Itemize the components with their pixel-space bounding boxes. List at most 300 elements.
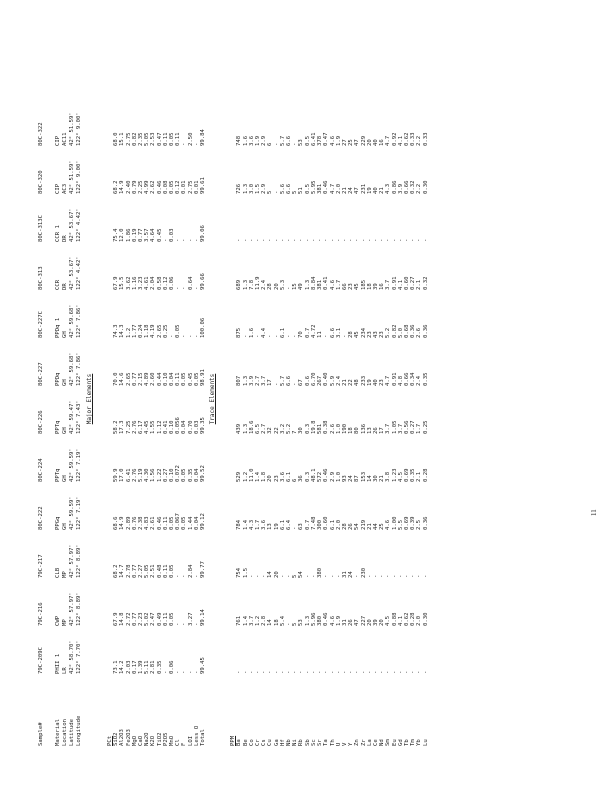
trace-row-label: Lu — [422, 739, 429, 746]
major-value-cell: 1.56 — [150, 468, 157, 482]
major-value-cell: 0.17 — [131, 660, 138, 674]
trace-value-cell: 0.33 — [422, 132, 429, 146]
major-value-cell: 4.19 — [150, 324, 157, 338]
trace-value-cell: - — [255, 670, 262, 674]
major-row-label: Al2O3 — [119, 729, 126, 746]
trace-value-cell: 0.69 — [403, 516, 410, 530]
trace-value-cell: 748 — [236, 135, 243, 146]
major-value-cell: 0.05 — [193, 372, 200, 386]
major-value-cell: - — [193, 238, 200, 242]
major-value-cell: 68.6 — [113, 516, 120, 530]
trace-value-cell: - — [248, 238, 255, 242]
trace-value-cell: 19.8 — [310, 420, 317, 434]
major-value-cell: 6.17 — [138, 420, 145, 434]
trace-row-label: Rb — [298, 739, 305, 746]
trace-value-cell: 25 — [348, 139, 355, 146]
major-value-cell: 0.19 — [131, 228, 138, 242]
longitude-cell: 122° 9.00' — [76, 160, 82, 194]
blank-cell — [423, 50, 429, 98]
trace-value-cell: 47 — [354, 187, 361, 194]
latitude-cell: 42° 58.70' — [69, 640, 75, 674]
major-value-cell: 4.64 — [150, 228, 157, 242]
trace-value-cell: 0.35 — [410, 468, 417, 482]
trace-value-cell: 230 — [360, 567, 367, 578]
trace-value-cell: - — [267, 670, 274, 674]
trace-value-cell: - — [317, 238, 324, 242]
trace-value-cell: 21 — [379, 187, 386, 194]
trace-value-cell: 1.0 — [335, 423, 342, 434]
major-value-cell: 4.99 — [144, 180, 151, 194]
trace-value-cell: 2.0 — [335, 519, 342, 530]
trace-value-cell: 0.34 — [410, 372, 417, 386]
trace-value-cell: 1.6 — [242, 135, 249, 146]
trace-value-cell: 70 — [298, 331, 305, 338]
trace-value-cell: 11.0 — [248, 468, 255, 482]
trace-value-cell: 0.32 — [422, 276, 429, 290]
major-value-cell: 2.50 — [187, 132, 194, 146]
trace-value-cell: 0.30 — [422, 612, 429, 626]
major-value-cell: 1.2 — [125, 327, 132, 338]
major-value-cell: 0.64 — [187, 276, 194, 290]
longitude-cell: 122° 4.42' — [76, 208, 82, 242]
major-value-cell: 67.9 — [113, 612, 120, 626]
trace-value-cell: 5 — [292, 190, 299, 194]
trace-value-cell: - — [304, 574, 311, 578]
trace-value-cell: 31 — [341, 571, 348, 578]
major-value-cell: 0.05 — [181, 372, 188, 386]
trace-value-cell: - — [397, 238, 404, 242]
trace-value-cell: - — [372, 574, 379, 578]
trace-value-cell: 581 — [317, 423, 324, 434]
trace-value-cell: 6.4 — [286, 519, 293, 530]
major-value-cell: 99.61 — [200, 177, 207, 194]
major-value-cell: 2.47 — [150, 612, 157, 626]
trace-value-cell: 47 — [354, 139, 361, 146]
trace-value-cell: 1.05 — [391, 420, 398, 434]
trace-value-cell: 4.6 — [329, 135, 336, 146]
trace-value-cell: 807 — [236, 375, 243, 386]
trace-row-label: Be — [242, 739, 249, 746]
trace-value-cell: 3.9 — [248, 375, 255, 386]
trace-value-cell: 6.6 — [286, 375, 293, 386]
major-value-cell: 70.0 — [113, 372, 120, 386]
major-value-cell: 74.3 — [113, 324, 120, 338]
trace-value-cell: 8.84 — [310, 276, 317, 290]
major-row-label: P2O5 — [162, 732, 169, 746]
major-value-cell: 100.06 — [200, 317, 207, 338]
trace-value-cell: 22 — [348, 379, 355, 386]
trace-value-cell: 4.6 — [385, 519, 392, 530]
trace-value-cell: - — [304, 238, 311, 242]
major-value-cell: 0.04 — [181, 420, 188, 434]
trace-value-cell: 6.6 — [329, 327, 336, 338]
trace-value-cell: 40 — [372, 379, 379, 386]
trace-value-cell: 5.7 — [279, 135, 286, 146]
major-value-cell: 1.39 — [138, 660, 145, 674]
major-value-cell: 0.10 — [162, 372, 169, 386]
trace-row-label: Sb — [304, 739, 311, 746]
trace-value-cell: - — [317, 670, 324, 674]
trace-value-cell: 3.1 — [335, 327, 342, 338]
trace-value-cell: 0.92 — [391, 132, 398, 146]
trace-value-cell: 1.9 — [255, 135, 262, 146]
trace-value-cell: 32 — [267, 427, 274, 434]
trace-value-cell: - — [354, 670, 361, 674]
major-value-cell: 0.82 — [131, 132, 138, 146]
trace-value-cell: 0.46 — [323, 180, 330, 194]
trace-value-cell: - — [372, 670, 379, 674]
trace-value-cell: - — [286, 238, 293, 242]
latitude-cell: 42° 53.67' — [69, 208, 75, 242]
trace-value-cell: 2.6 — [329, 423, 336, 434]
major-value-cell: 68.2 — [113, 564, 120, 578]
trace-value-cell: 761 — [236, 615, 243, 626]
trace-value-cell: 1.7 — [255, 519, 262, 530]
trace-value-cell: 689 — [236, 279, 243, 290]
material-cell: PPDq — [55, 372, 61, 386]
major-value-cell: 15.5 — [119, 276, 126, 290]
trace-value-cell: - — [354, 574, 361, 578]
trace-value-cell: 67 — [298, 379, 305, 386]
trace-row-label: Tb — [403, 739, 410, 746]
trace-value-cell: 1.9 — [335, 135, 342, 146]
trace-value-cell: 3.7 — [397, 423, 404, 434]
trace-value-cell: 0.3 — [304, 423, 311, 434]
trace-value-cell: 1.4 — [242, 615, 249, 626]
trace-value-cell: - — [248, 670, 255, 674]
trace-value-cell: 2.2 — [416, 135, 423, 146]
major-value-cell: 0.01 — [181, 180, 188, 194]
trace-value-cell: - — [422, 238, 429, 242]
major-value-cell: 14.9 — [119, 516, 126, 530]
major-value-cell: 0.41 — [162, 420, 169, 434]
trace-value-cell: 2.5 — [416, 519, 423, 530]
major-elements-title: Major Elements — [86, 373, 93, 425]
trace-value-cell: - — [391, 574, 398, 578]
latitude-cell: 42° 57.97' — [69, 592, 75, 626]
major-value-cell: 2.75 — [187, 180, 194, 194]
major-value-cell: 0.10 — [169, 468, 176, 482]
trace-value-cell: 380 — [317, 615, 324, 626]
trace-value-cell: - — [379, 574, 386, 578]
trace-value-cell: 1.4 — [242, 519, 249, 530]
major-value-cell: 0.08 — [162, 180, 169, 194]
major-value-cell: 0.05 — [169, 564, 176, 578]
trace-value-cell: 20 — [273, 571, 280, 578]
major-row-label: MnO — [169, 735, 176, 746]
major-value-cell: - — [193, 670, 200, 674]
trace-value-cell: - — [397, 670, 404, 674]
major-value-cell: 99.52 — [200, 465, 207, 482]
major-value-cell: 2.23 — [138, 612, 145, 626]
trace-value-cell: 190 — [341, 423, 348, 434]
trace-value-cell: - — [292, 526, 299, 530]
location-cell: GH — [62, 523, 68, 530]
major-value-cell: - — [193, 142, 200, 146]
major-value-cell: 68.0 — [113, 132, 120, 146]
major-value-cell: - — [193, 622, 200, 626]
longitude-cell: 122° 9.00' — [76, 112, 82, 146]
major-value-cell: 0.46 — [156, 180, 163, 194]
major-value-cell: 3.23 — [138, 276, 145, 290]
trace-value-cell: 4.7 — [385, 135, 392, 146]
sample-id-cell: 80C-313 — [38, 266, 44, 290]
trace-value-cell: - — [385, 238, 392, 242]
trace-value-cell: 0.36 — [422, 324, 429, 338]
trace-value-cell: 0.35 — [422, 372, 429, 386]
major-value-cell: 3.27 — [187, 612, 194, 626]
major-value-cell: 99.45 — [200, 657, 207, 674]
trace-value-cell: 1.7 — [335, 279, 342, 290]
trace-value-cell: 3.9 — [397, 183, 404, 194]
trace-value-cell: 4.5 — [385, 615, 392, 626]
trace-value-cell: - — [286, 286, 293, 290]
trace-value-cell: 572 — [317, 471, 324, 482]
trace-value-cell: - — [379, 238, 386, 242]
trace-value-cell: 24 — [348, 571, 355, 578]
trace-value-cell: 6 — [267, 142, 274, 146]
trace-value-cell: 4.6 — [329, 279, 336, 290]
major-value-cell: 2.76 — [131, 468, 138, 482]
trace-value-cell: - — [242, 670, 249, 674]
trace-value-cell: - — [279, 670, 286, 674]
trace-value-cell: - — [255, 238, 262, 242]
trace-value-cell: 6.6 — [286, 183, 293, 194]
sample-id-cell: 80C-227C — [38, 311, 44, 338]
trace-value-cell: 0.86 — [391, 180, 398, 194]
trace-value-cell: 13 — [267, 523, 274, 530]
trace-value-cell: 80 — [354, 427, 361, 434]
trace-value-cell: 3.7 — [261, 375, 268, 386]
trace-value-cell: 63 — [298, 523, 305, 530]
location-cell: DR — [62, 235, 68, 242]
trace-value-cell: 0.47 — [323, 132, 330, 146]
major-value-cell: 0.70 — [187, 420, 194, 434]
trace-value-cell: 0.88 — [391, 612, 398, 626]
trace-value-cell: - — [360, 238, 367, 242]
trace-value-cell: 5.3 — [279, 279, 286, 290]
trace-value-cell: 16 — [379, 283, 386, 290]
trace-value-cell: 529 — [236, 471, 243, 482]
trace-value-cell: 2.1 — [416, 471, 423, 482]
location-cell: GH — [62, 427, 68, 434]
trace-value-cell: - — [286, 334, 293, 338]
trace-value-cell: 26 — [348, 523, 355, 530]
trace-value-cell: 2.2 — [416, 183, 423, 194]
major-value-cell: 1.86 — [125, 228, 132, 242]
major-value-cell: 0.072 — [175, 465, 182, 482]
major-value-cell: 0.12 — [175, 180, 182, 194]
major-value-cell: 3.57 — [144, 228, 151, 242]
major-value-cell: 99.12 — [200, 513, 207, 530]
trace-value-cell: 40 — [372, 187, 379, 194]
major-value-cell: - — [181, 622, 188, 626]
trace-value-cell: 2.9 — [261, 135, 268, 146]
major-value-cell: 99.14 — [200, 609, 207, 626]
trace-value-cell: 28 — [348, 331, 355, 338]
major-value-cell: 2.65 — [125, 372, 132, 386]
sample-id-cell: 80C-320 — [38, 170, 44, 194]
location-cell: MP — [62, 619, 68, 626]
trace-value-cell: 0.27 — [410, 276, 417, 290]
major-value-cell: 14.8 — [119, 612, 126, 626]
major-value-cell: 1.16 — [131, 276, 138, 290]
major-value-cell: 99.77 — [200, 561, 207, 578]
major-value-cell: 0.06 — [169, 660, 176, 674]
major-value-cell: 2.27 — [138, 564, 145, 578]
trace-value-cell: 1.7 — [416, 423, 423, 434]
longitude-cell: 122° 7.70' — [76, 640, 82, 674]
major-value-cell: 4.45 — [144, 420, 151, 434]
sample-id-cell: 79C-217 — [38, 554, 44, 578]
material-cell: PPTq — [55, 420, 61, 434]
major-value-cell: 0.05 — [169, 132, 176, 146]
trace-value-cell: 5.9 — [329, 375, 336, 386]
major-value-cell: 2.78 — [125, 564, 132, 578]
trace-value-cell: 6.6 — [286, 135, 293, 146]
major-value-cell: 5.05 — [144, 564, 151, 578]
trace-value-cell: 53 — [298, 139, 305, 146]
trace-value-cell: 4.7 — [329, 183, 336, 194]
trace-value-cell: 24 — [348, 475, 355, 482]
trace-value-cell: 6.70 — [310, 372, 317, 386]
major-value-cell: 0.49 — [156, 612, 163, 626]
trace-value-cell: 229 — [360, 135, 367, 146]
trace-value-cell: 14 — [366, 475, 373, 482]
major-value-cell: 0.77 — [131, 372, 138, 386]
major-value-cell: 59.9 — [113, 468, 120, 482]
major-value-cell: - — [175, 670, 182, 674]
trace-value-cell: 6.1 — [329, 519, 336, 530]
data-table — [38, 50, 429, 748]
trace-value-cell: 726 — [236, 183, 243, 194]
major-value-cell: 0.06 — [169, 276, 176, 290]
trace-value-cell: 0.60 — [403, 276, 410, 290]
trace-value-cell: 1.2 — [242, 471, 249, 482]
major-value-cell: 2.60 — [150, 372, 157, 386]
trace-value-cell: - — [341, 670, 348, 674]
location-cell: MP — [62, 571, 68, 578]
location-cell: GH — [62, 331, 68, 338]
trace-value-cell: 1.3 — [304, 279, 311, 290]
trace-value-cell: - — [385, 574, 392, 578]
trace-value-cell: 4.1 — [397, 135, 404, 146]
major-value-cell: 5.02 — [144, 612, 151, 626]
major-value-cell: 0.11 — [162, 516, 169, 530]
material-cell: CWP — [55, 615, 61, 626]
major-value-cell: 14.7 — [119, 564, 126, 578]
trace-value-cell: 1.0 — [335, 471, 342, 482]
major-value-cell: 15.1 — [119, 132, 126, 146]
trace-value-cell: 0.68 — [403, 324, 410, 338]
trace-value-cell: 20 — [366, 619, 373, 626]
trace-value-cell: - — [348, 670, 355, 674]
major-value-cell: 0.24 — [138, 324, 145, 338]
trace-value-cell: 6.1 — [286, 471, 293, 482]
sample-id-cell: 79C-216 — [38, 602, 44, 626]
trace-value-cell: 28 — [341, 523, 348, 530]
trace-value-cell: 3.6 — [248, 135, 255, 146]
trace-value-cell: 23 — [379, 379, 386, 386]
trace-value-cell: - — [310, 670, 317, 674]
major-value-cell: 1.12 — [156, 420, 163, 434]
trace-value-cell: 0.7 — [304, 519, 311, 530]
trace-value-cell: 25 — [379, 523, 386, 530]
trace-value-cell: 17 — [379, 427, 386, 434]
trace-value-cell: - — [279, 574, 286, 578]
major-value-cell: - — [175, 622, 182, 626]
trace-value-cell: - — [255, 334, 262, 338]
trace-value-cell: 267 — [317, 375, 324, 386]
blank-cell — [55, 50, 62, 98]
trace-value-cell: - — [286, 622, 293, 626]
trace-value-cell: 153 — [360, 471, 367, 482]
trace-value-cell: 378 — [317, 135, 324, 146]
latitude-cell: 42° 51.59' — [69, 112, 75, 146]
trace-value-cell: 5.7 — [279, 375, 286, 386]
major-value-cell: 1.22 — [156, 468, 163, 482]
trace-value-cell: 20 — [366, 139, 373, 146]
trace-value-cell: - — [273, 190, 280, 194]
trace-value-cell: 19 — [366, 379, 373, 386]
trace-value-cell: - — [403, 574, 410, 578]
trace-value-cell: 2.0 — [335, 183, 342, 194]
major-row-label: MgO — [131, 735, 138, 746]
trace-value-cell: - — [329, 670, 336, 674]
trace-value-cell: - — [242, 334, 249, 338]
trace-value-cell: 0.28 — [410, 612, 417, 626]
major-value-cell: 4.61 — [144, 276, 151, 290]
major-value-cell: 0.58 — [156, 276, 163, 290]
major-value-cell: - — [187, 238, 194, 242]
major-value-cell: 0.05 — [169, 180, 176, 194]
trace-row-label: Cs — [261, 739, 268, 746]
major-value-cell: 2.03 — [125, 660, 132, 674]
trace-row-label: Zn — [354, 739, 361, 746]
trace-value-cell: 87 — [354, 475, 361, 482]
trace-value-cell: 1.3 — [242, 183, 249, 194]
sample-id-cell: 80C-322 — [38, 122, 44, 146]
major-value-cell: 2.38 — [138, 516, 145, 530]
major-value-cell: 0.05 — [181, 516, 188, 530]
material-cell: PPGq — [55, 516, 61, 530]
trace-value-cell: 2.4 — [335, 375, 342, 386]
major-value-cell: - — [175, 574, 182, 578]
major-value-cell: 1.44 — [187, 516, 194, 530]
trace-value-cell: 6.1 — [279, 327, 286, 338]
major-value-cell: 5.19 — [138, 468, 145, 482]
trace-value-cell: 31 — [341, 619, 348, 626]
trace-value-cell: 30 — [372, 475, 379, 482]
major-value-cell: 0.05 — [169, 612, 176, 626]
trace-value-cell: 44 — [372, 523, 379, 530]
header-spacer — [45, 50, 55, 748]
trace-value-cell: 6.5 — [255, 423, 262, 434]
trace-value-cell: 1.00 — [391, 516, 398, 530]
trace-value-cell: 1.3 — [304, 615, 311, 626]
major-row-label: Less O — [193, 725, 200, 746]
trace-value-cell: - — [422, 670, 429, 674]
major-value-cell: 7.25 — [125, 420, 132, 434]
trace-value-cell: 54 — [354, 523, 361, 530]
major-row-label: SiO2 — [113, 732, 120, 746]
major-value-cell: 5.11 — [144, 660, 151, 674]
trace-value-cell: - — [267, 238, 274, 242]
trace-value-cell: 21 — [341, 379, 348, 386]
trace-value-cell: 0.62 — [403, 612, 410, 626]
trace-value-cell: 4.8 — [397, 375, 404, 386]
trace-value-cell: 0.41 — [323, 276, 330, 290]
